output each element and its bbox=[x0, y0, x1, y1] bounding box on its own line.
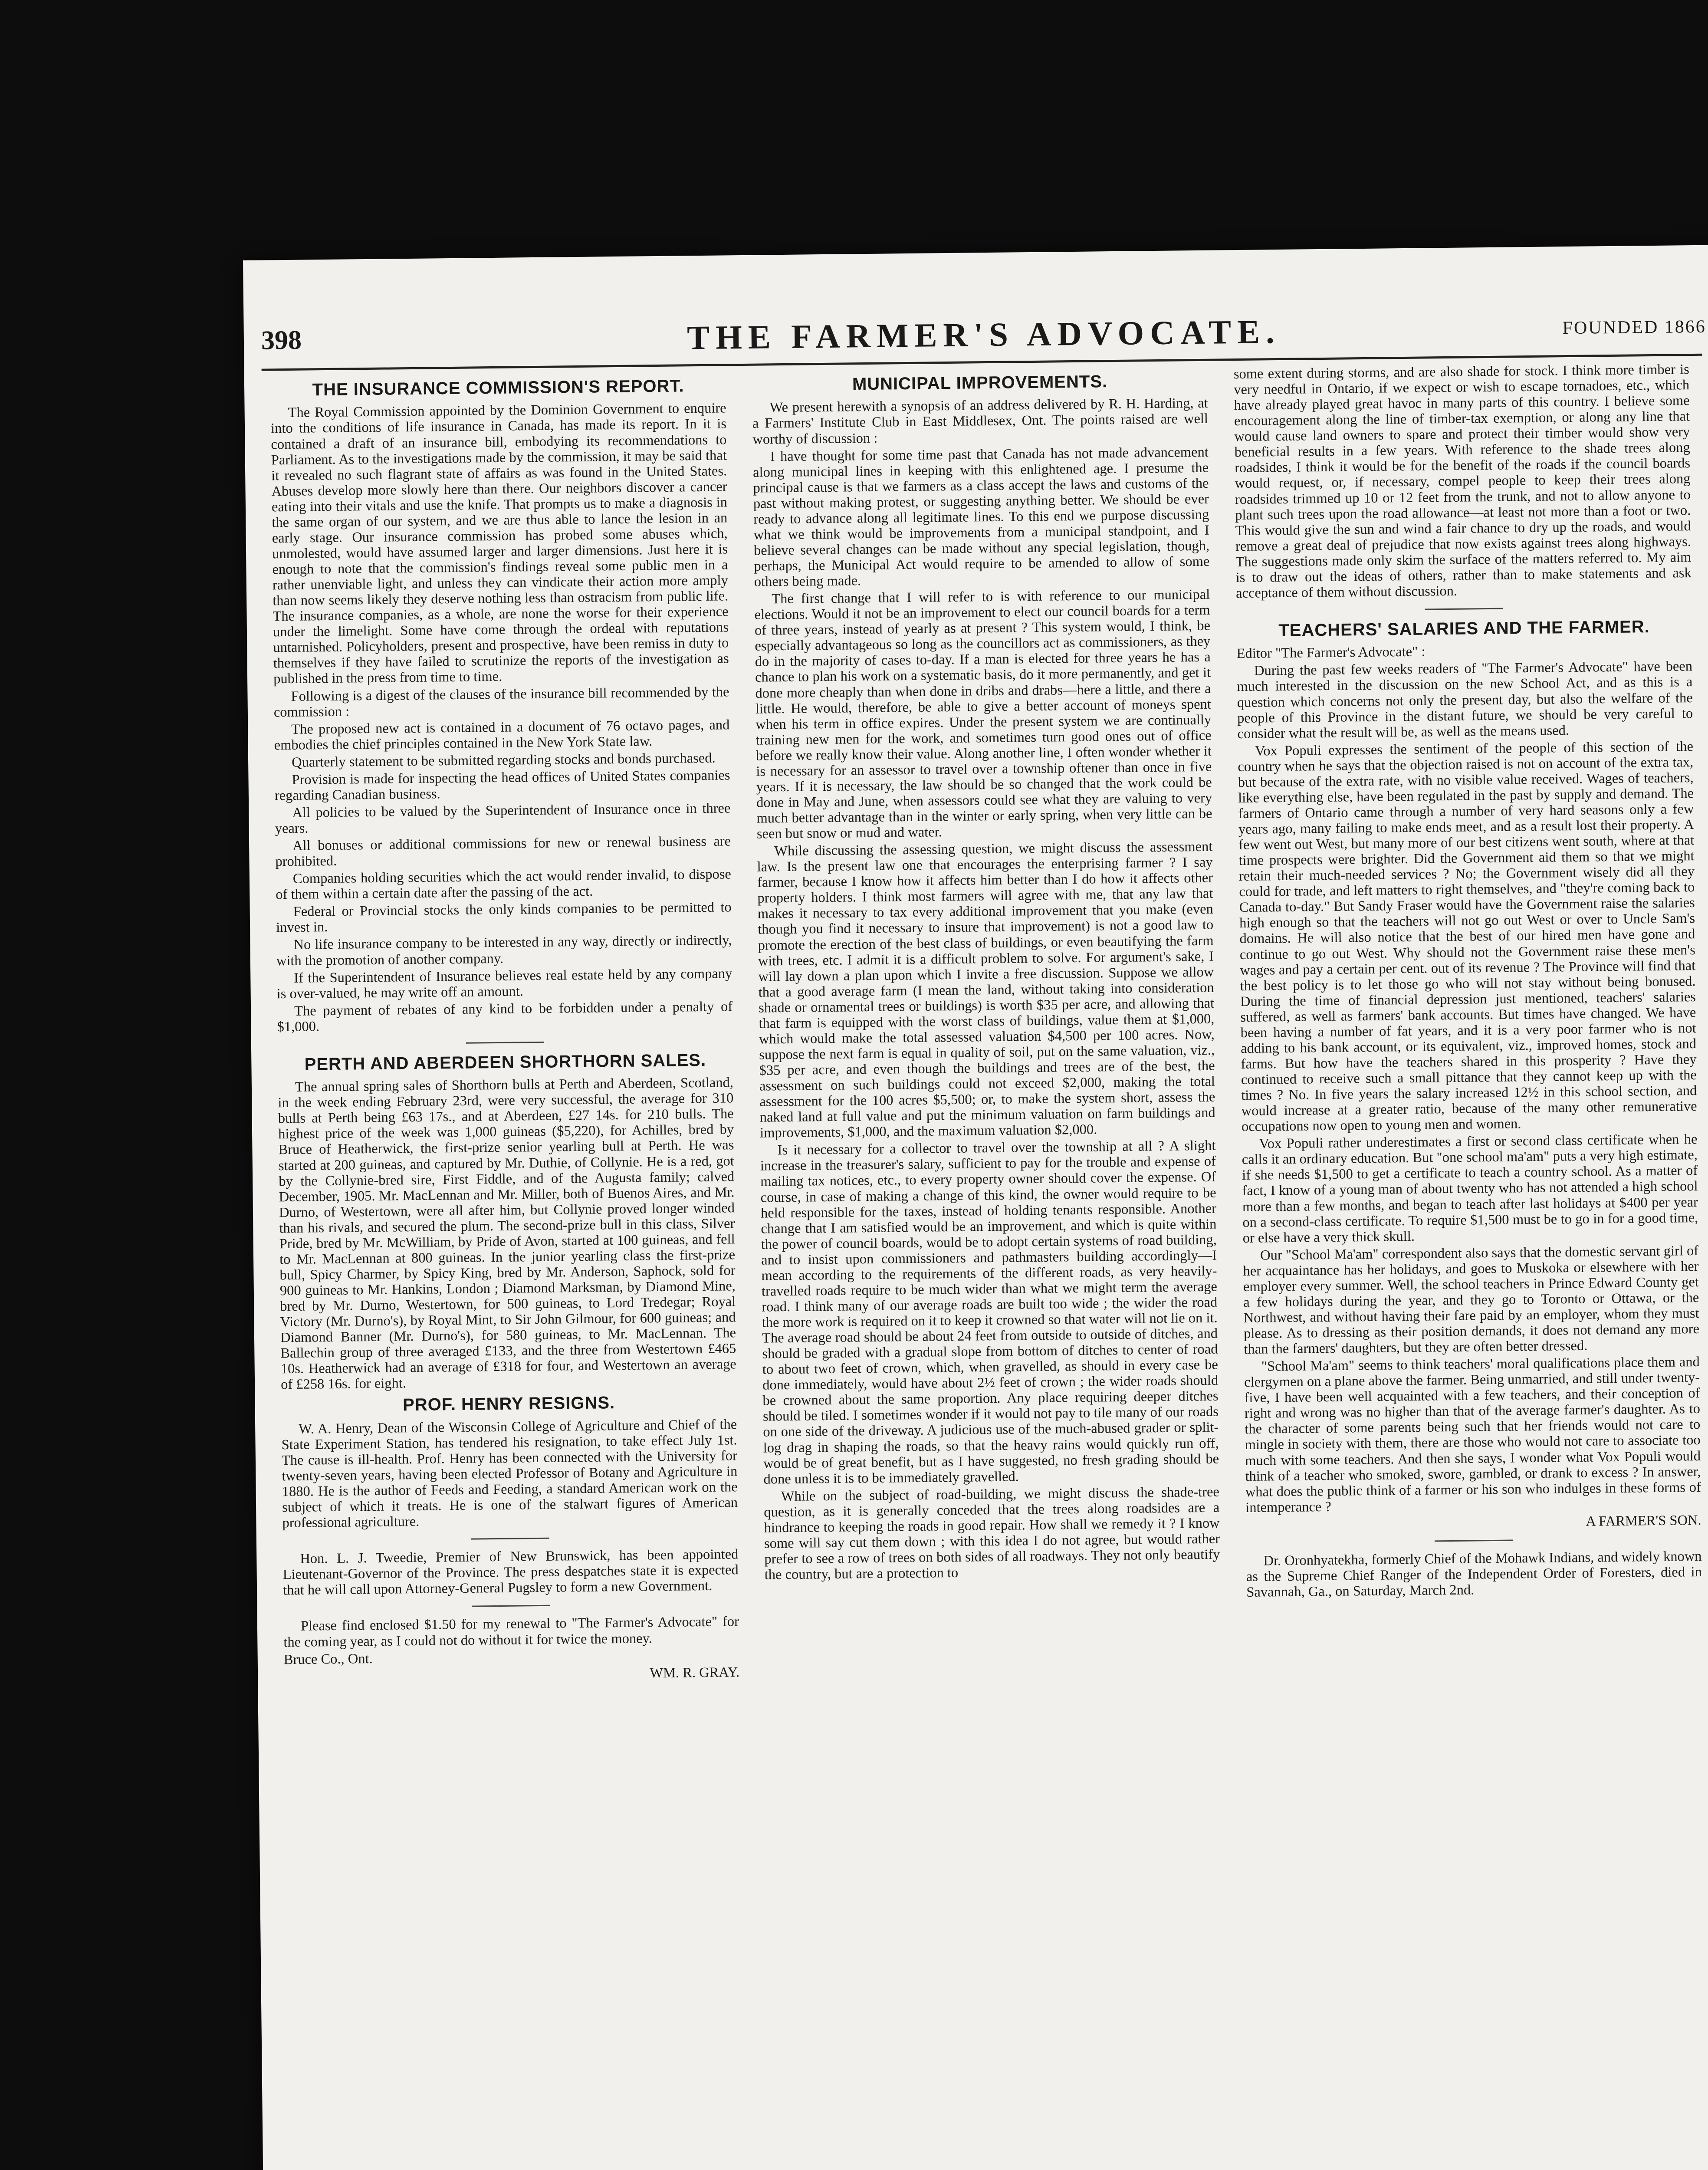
henry-paragraph: W. A. Henry, Dean of the Wisconsin College of Agriculture and Chief of the State Experiment Station, has tendered his resignation, to take effect July 1st. The cause is ill-health. Prof. Henry has been connected with the University for twenty-seven years, having been elected Professor of Botany and Agriculture in 1880. He is the author of Feeds and Feeding, a standard American work on the subject of which it treats. He is one of the stalwart figures of American professional agriculture. bbox=[281, 1417, 738, 1531]
renewal-letter: Please find enclosed $1.50 for my renewal to "The Farmer's Advocate" for the coming year, as I could not do without it for twice the money. bbox=[283, 1614, 739, 1650]
insurance-paragraph: Following is a digest of the clauses of the insurance bill recommended by the commission : bbox=[273, 684, 729, 720]
henry-heading: PROF. HENRY RESIGNS. bbox=[402, 1393, 615, 1415]
insurance-clause: Quarterly statement to be submitted regarding stocks and bonds purchased. bbox=[291, 750, 716, 770]
column-right bbox=[1234, 362, 1702, 1602]
perth-paragraph: The annual spring sales of Shorthorn bulls at Perth and Aberdeen, Scotland, in the week ending February 23rd, were very successful, the average for 310 bulls at Perth being £63 17s., and at Aberdeen, £27 14s. for 210 bulls. The highest price of the week was 1,000 guineas ($5,220), for Achilles, bred by Bruce of Heatherwick, the first-prize senior yearling bull at Perth. He was started at 200 guineas, and captured by Mr. Duthie, of Collynie. He is a red, got by the Collynie-bred sire, First Fiddle, and of the Augusta family; calved December, 1905. Mr. MacLennan and Mr. Miller, both of Buenos Aires, and Mr. Durno, of Westertown, were all after him, but Collynie proved longer winded than his rivals, and secured the plum. The second-prize bull in this class, Silver Pride, bred by Mr. McWilliam, by Pride of Avon, started at 100 guineas, and fell to Mr. MacLennan at 800 guineas. In the junior yearling class the first-prize bull, Spicy Charmer, by Spicy King, bred by Mr. Anderson, Saphock, sold for 900 guineas to Mr. Hankins, London ; Diamond Marksman, by Diamond Mine, bred by Mr. Durno, Westertown, for 500 guineas, to Lord Tredegar; Royal Victory (Mr. Durno's), by Royal Mint, to Sir John Gilmour, for 600 guineas; and Diamond Banner (Mr. Durno's), for 580 guineas, to Mr. MacLennan. The Ballechin group of three averaged £133, and the three from Westertown £465 10s. Heatherwick had an average of £318 for four, and Westertown an average of £258 16s. for eight. bbox=[278, 1075, 736, 1393]
teachers-paragraph: Our "School Ma'am" correspondent also says that the domestic servant girl of her acquaintance has her holidays, and goes to Muskoka or elsewhere with her employer every summer. Well, the school teachers in Prince Edward County get a few holidays during the year, and they go to Toronto or Ottawa, or the Northwest, and without having their fare paid by an employer, whom they must please. As to dressing as their position demands, it does not demand any more than the farmers' daughters, but they are often better dressed. bbox=[1243, 1243, 1700, 1358]
municipal-paragraph: We present herewith a synopsis of an address delivered by R. H. Harding, at a Farmers' Institute Club in East Middlesex, Ont. The points raised are well worthy of discussion : bbox=[752, 395, 1209, 447]
insurance-clause: Provision is made for inspecting the head offices of United States companies regarding Canadian business. bbox=[274, 767, 730, 804]
teachers-salutation: Editor "The Farmer's Advocate" : bbox=[1236, 644, 1426, 662]
municipal-heading: MUNICIPAL IMPROVEMENTS. bbox=[852, 372, 1108, 394]
municipal-paragraph: Is it necessary for a collector to travel over the township at all ? A slight increase in the treasurer's salary, sufficient to pay for the trouble and expense of mailing tax notices, etc., to every property owner should cover the expense. Of course, in case of making a change of this kind, the owner would require to be held responsible for the taxes, instead of holding tenants responsible. Another change that I am satisfied would be an improvement, and which is quite within the power of council boards, would be to adopt certain systems of road building, and to insist upon commissioners and pathmasters building accordingly—I mean according to the requirements of the different roads, as very heavily-travelled roads require to be much wider than what we might term the average road. I think many of our average roads are built too wide ; the wider the road the more work is required on it to keep it crowned so that water will not lie on it. The average road should be about 24 feet from outside to outside of ditches, and should be graded with a gradual slope from bottom of ditches to center of road to about two feet of crown, which, when gravelled, as should in every case be done immediately, would have about 2½ feet of crown ; the wider roads should be crowned about the same proportion. Any place requiring deeper ditches should be tiled. I sometimes wonder if it would not pay to tile many of our roads on one side of the driveway. A judicious use of the much-abused grader or split-log drag in shaping the roads, so that the heavy rains would quickly run off, would be of great benefit, but as I have suggested, no fresh grading should be done unless it is to be immediately gravelled. bbox=[760, 1138, 1219, 1487]
insurance-clause: All bonuses or additional commissions for new or renewal business are prohibited. bbox=[275, 833, 731, 870]
perth-heading: PERTH AND ABERDEEN SHORTHORN SALES. bbox=[304, 1050, 706, 1074]
insurance-clause: If the Superintendent of Insurance believes real estate held by any company is over-valued, he may write off an amount. bbox=[276, 965, 732, 1002]
renewal-place: Bruce Co., Ont. bbox=[283, 1651, 373, 1667]
insurance-clause: All policies to be valued by the Superintendent of Insurance once in three years. bbox=[275, 800, 731, 837]
masthead: THE FARMER'S ADVOCATE. bbox=[686, 312, 1281, 357]
municipal-continuation: some extent during storms, and are also shade for stock. I think more timber is very needful in Ontario, if we expect or wish to escape tornadoes, etc., which have already played great havoc in many parts of this country. I believe some encouragement along the line of timber-tax exemption, or along any line that would cause land owners to spare and protect their timber would show very beneficial results in a few years. With reference to the shade trees along roadsides, I think it would be for the benefit of the roads if the council boards would request, or, if necessary, compel people to keep their trees along roadsides trimmed up 10 or 12 feet from the trunk, and not to allow anyone to plant such trees upon the road allowance—at least not more than a foot or two. This would give the sun and wind a fair chance to dry up the roads, and would remove a great deal of prejudice that now exists against trees along highways. The suggestions made only skim the surface of the matters referred to. My aim is to draw out the ideas of others, rather than to make statements and ask acceptance of them without discussion. bbox=[1233, 362, 1692, 601]
tweedie-note: Hon. L. J. Tweedie, Premier of New Brunswick, has been appointed Lieutenant-Governor of the Province. The press despatches state it is expected that he will call upon Attorney-General Pugsley to form a new Government. bbox=[282, 1546, 739, 1598]
column-middle bbox=[752, 367, 1220, 1585]
section-divider bbox=[1425, 608, 1503, 610]
teachers-paragraph: During the past few weeks readers of "The Farmer's Advocate" have been much interested in the discussion on the new School Act, and as this is a question which concerns not only the present day, but also the welfare of the people of this Province in the distant future, we should be very careful to consider what the result will be, as well as the means used. bbox=[1237, 658, 1693, 742]
insurance-paragraph: The Royal Commission appointed by the Dominion Government to enquire into the conditions of life insurance in Canada, has made its report. In it is contained a draft of an insurance bill, embodying its recommendations to Parliament. As to the investigations made by the commission, it may be said that it revealed no such flagrant state of affairs as was found in the United States. Abuses develop more slowly here than there. Our neighbors discover a cancer eating into their vitals and use the knife. That prompts us to make a diagnosis in the same organ of our system, and we are thus able to lance the lesion in an early stage. Our insurance commission has probed some abuses which, unmolested, would have assumed larger and larger dimensions. Just here it is enough to note that the commission's findings reveal some public men in a rather unenviable light, and unless they can vindicate their action more amply than now seems likely they deserve nothing less than ostracism from public life. The insurance companies, as a whole, are none the worse for their experience under the limelight. Some have come through the ordeal with reputations untarnished. Policyholders, present and prospective, have been remiss in duty to themselves if they have failed to scrutinize the reports of the investigation as published in the press from time to time. bbox=[270, 400, 729, 687]
municipal-paragraph: While discussing the assessing question, we might discuss the assessment law. Is the present law one that encourages the enterprising farmer ? I say farmer, because I know how it affects him better than I do how it affects other property holders. I think most farmers will agree with me, that any law that makes it necessary to tax every additional improvement that you make (even though you find it necessary to insure that improvement) is not a good law to promote the erection of the best class of buildings, or even beautifying the farm with trees, etc. I admit it is a difficult problem to solve. For argument's sake, I will lay down a plan upon which I invite a free discussion. Suppose we allow that a good average farm (I mean the land, without taking into consideration shade or ornamental trees or buildings) is worth $35 per acre, and allowing that that farm is equipped with the worst class of buildings, value them at $1,000, which would make the total assessed valuation $4,500 per 100 acres. Now, suppose the next farm is equal in quality of soil, put on the same valuation, viz., $35 per acre, and even though the buildings and trees are of the best, the assessment on such buildings could not exceed $2,000, making the total assessment for the 100 acres $5,500; or, to make the system short, assess the naked land at full value and put the minimum valuation on farm buildings and improvements, $1,000, and the maximum valuation $2,000. bbox=[757, 838, 1215, 1141]
founded-line: FOUNDED 1866 bbox=[1562, 316, 1707, 339]
newspaper-page bbox=[243, 245, 1708, 2170]
municipal-paragraph: While on the subject of road-building, we might discuss the shade-tree question, as it is generally conceded that the trees along roadsides are a hindrance to keeping the roads in good repair. How shall we remedy it ? I know some will say cut them down ; with this idea I do not agree, but would rather prefer to see a row of trees on both sides of all roadways. They not only beautify the country, but are a protection to bbox=[764, 1484, 1220, 1583]
teachers-paragraph: Vox Populi expresses the sentiment of the people of this section of the country when he says that the objection raised is not on account of the extra tax, but because of the extra rate, with no visible value received. Wages of teachers, like everything else, have been regulated in the past by supply and demand. The farmers of Ontario came through a number of very hard seasons only a few years ago, many failing to make ends meet, and as a result lost their property. A few went out West, but many more of our best citizens went south, where at that time prospects were brighter. Did the Government aid them so that we might retain their much-needed services ? No; the Government wisely did all they could for trade, and left matters to right themselves, and "they're coming back to Canada to-day." But Sandy Fraser would have the Government raise the salaries high enough so that the teachers will not go out West or over to Uncle Sam's domains. He will also notice that the best of our hired men have gone and continue to go out West. Why should not the Government raise these men's wages and pay a certain per cent. out of its revenue ? The Province will find that the best policy is to let those go who will not stay without being bonused. During the time of financial depression just mentioned, teachers' salaries suffered, as well as farmers' bank accounts. But times have changed. We have been having a number of fat years, and it is a very poor farmer who is not adding to his bank account, or its equivalent, viz., improved homes, stock and farms. But how have the teachers shared in this prosperity ? Have they continued to receive such a small pittance that they cannot keep up with the times ? No. In five years the salary increased 12½ in this school section, and would increase at a greater ratio, because of the many other remunerative occupations now open to young men and women. bbox=[1238, 738, 1697, 1135]
page-number: 398 bbox=[261, 325, 302, 355]
municipal-paragraph: I have thought for some time past that Canada has not made advancement along municipal lines in keeping with this enlightened age. I presume the principal cause is that we farmers as a class accept the laws and customs of the past without making protest, or suggesting anything better. We should be ever ready to advance along all legitimate lines. To this end we purpose discussing what we think would be improvements from a municipal standpoint, and I believe several changes can be made without any special legislation, though, perhaps, the Municipal Act would require to be amended to allow of some others being made. bbox=[752, 444, 1210, 590]
teachers-paragraph: Vox Populi rather underestimates a first or second class certificate when he calls it an ordinary education. But "one school ma'am" puts a very high estimate, if she needs $1,500 to get a certificate to teach a country school. As a matter of fact, I know of a young man of about twenty who has not attended a high school more than a few months, and began to teach after last holidays at $400 per year on a second-class certificate. To require $1,500 must be to go in for a good time, or else have a very thick skull. bbox=[1242, 1131, 1698, 1246]
insurance-clause: No life insurance company to be interested in any way, directly or indirectly, with the promotion of another company. bbox=[276, 932, 732, 969]
section-divider bbox=[471, 1538, 549, 1540]
insurance-clause: Companies holding securities which the act would render invalid, to dispose of them within a certain date after the passing of the act. bbox=[276, 866, 732, 903]
teachers-signature: A FARMER'S SON. bbox=[1586, 1512, 1701, 1529]
insurance-clause: Federal or Provincial stocks the only kinds companies to be permitted to invest in. bbox=[276, 899, 732, 936]
section-divider bbox=[472, 1605, 550, 1607]
oronhyatekha-note: Dr. Oronhyatekha, formerly Chief of the Mohawk Indians, and widely known as the Supreme Chief Ranger of the Independent Order of Foresters, died in Savannah, Ga., on Saturday, March 2nd. bbox=[1246, 1548, 1702, 1600]
insurance-clause: The proposed new act is contained in a document of 76 octavo pages, and embodies the chief principles contained in the New York State law. bbox=[274, 717, 730, 753]
teachers-paragraph: "School Ma'am" seems to think teachers' moral qualifications place them and clergymen on a plane above the farmer. Being unmarried, and still under twenty-five, I have been well acquainted with a few teachers, and their conception of right and wrong was no higher than that of the average farmer's daughter. As to the character of some parents being such that her friends would not care to mingle in society with them, there are those who would not care to associate too much with some teachers. And then she says, I wonder what Vox Populi would think of a teacher who smoked, swore, gambled, or drank to excess ? In answer, what does the public think of a farmer or his son who indulges in these forms of intemperance ? bbox=[1244, 1354, 1701, 1516]
section-divider bbox=[466, 1042, 544, 1044]
section-divider bbox=[1435, 1539, 1513, 1542]
teachers-heading: TEACHERS' SALARIES AND THE FARMER. bbox=[1278, 617, 1650, 640]
column-left bbox=[270, 372, 740, 1687]
renewal-signature: WM. R. GRAY. bbox=[650, 1664, 740, 1681]
insurance-heading: THE INSURANCE COMMISSION'S REPORT. bbox=[312, 376, 684, 400]
municipal-paragraph: The first change that I will refer to is with reference to our municipal elections. Would it not be an improvement to elect our council boards for a term of three years, instead of yearly as at present ? This system would, I think, be especially advantageous so long as the councillors act as commissioners, as they do in the majority of cases to-day. If a man is elected for three years he has a chance to plan his work on a systematic basis, do it more permanently, and get it done more cheaply than when done in dribs and drabs—here a little, and there a little. He would, therefore, be able to give a better account of moneys spent when his term in office expires. Under the present system we are continually training new men for the work, and sometimes turn good ones out of office before we really know their value. Along another line, I often wonder whether it is necessary for an assessor to travel over a township oftener than once in five years. If it is necessary, the law should be so changed that the work could be done in May and June, when assessors could see what they are valuing to very much better advantage than in the winter or early spring, when very little can be seen but snow or mud and water. bbox=[754, 586, 1212, 842]
insurance-clause: The payment of rebates of any kind to be forbidden under a penalty of $1,000. bbox=[277, 998, 733, 1035]
